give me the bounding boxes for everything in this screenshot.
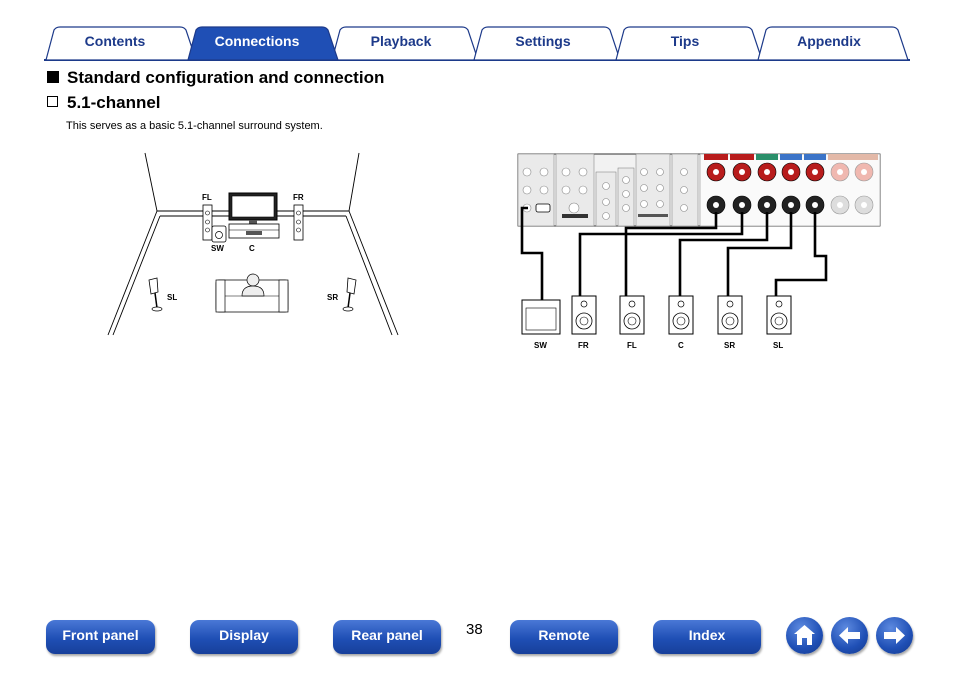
speaker-sw-icon	[522, 300, 560, 334]
sofa-icon	[216, 274, 288, 312]
tab-tips[interactable]: Tips	[670, 33, 700, 49]
square-bullet-icon	[47, 71, 59, 83]
subsection-heading	[47, 93, 161, 113]
page-number: 38	[466, 621, 483, 638]
subwoofer-icon	[212, 226, 226, 242]
room-label-sl: SL	[167, 293, 178, 302]
display-button[interactable]: Display	[190, 620, 298, 654]
room-label-fr: FR	[293, 193, 304, 202]
fr-speaker-icon	[294, 205, 303, 240]
speaker-label-c: C	[678, 341, 684, 350]
room-label-sw: SW	[211, 244, 224, 253]
description-text: This serves as a basic 5.1-channel surround system.	[66, 120, 323, 132]
tab-contents[interactable]: Contents	[84, 33, 146, 49]
section-heading	[47, 68, 384, 88]
speaker-sr-icon	[718, 296, 742, 334]
speaker-label-fl: FL	[627, 341, 637, 350]
subsection-heading-text: 5.1-channel	[67, 93, 161, 112]
rca-plug-icon	[536, 204, 550, 212]
rear-panel-button[interactable]: Rear panel	[333, 620, 441, 654]
home-icon[interactable]	[786, 617, 823, 654]
room-label-sr: SR	[327, 293, 339, 302]
sl-speaker-icon	[149, 278, 162, 311]
speaker-label-fr: FR	[578, 341, 589, 350]
box-bullet-icon	[47, 96, 58, 107]
speaker-c-icon	[669, 296, 693, 334]
forward-arrow-icon[interactable]	[876, 617, 913, 654]
tv-icon	[229, 193, 279, 238]
sr-speaker-icon	[343, 278, 356, 311]
tab-appendix[interactable]: Appendix	[797, 33, 861, 49]
room-label-fl: FL	[202, 193, 212, 202]
tab-settings[interactable]: Settings	[515, 33, 571, 49]
tab-connections[interactable]: Connections	[214, 33, 300, 49]
room-label-c: C	[249, 244, 255, 253]
receiver-rear-panel	[518, 154, 880, 226]
connection-diagram	[512, 150, 887, 355]
back-arrow-icon[interactable]	[831, 617, 868, 654]
speaker-label-sr: SR	[724, 341, 736, 350]
index-button[interactable]: Index	[653, 620, 761, 654]
tab-bar	[44, 26, 910, 62]
speaker-label-sl: SL	[773, 341, 784, 350]
speaker-label-sw: SW	[534, 341, 547, 350]
speaker-fl-icon	[620, 296, 644, 334]
remote-button[interactable]: Remote	[510, 620, 618, 654]
room-layout-diagram	[105, 150, 405, 340]
section-heading-text: Standard configuration and connection	[67, 68, 385, 87]
fl-speaker-icon	[203, 205, 212, 240]
tab-playback[interactable]: Playback	[370, 33, 432, 49]
speaker-fr-icon	[572, 296, 596, 334]
front-panel-button[interactable]: Front panel	[46, 620, 155, 654]
speaker-sl-icon	[767, 296, 791, 334]
